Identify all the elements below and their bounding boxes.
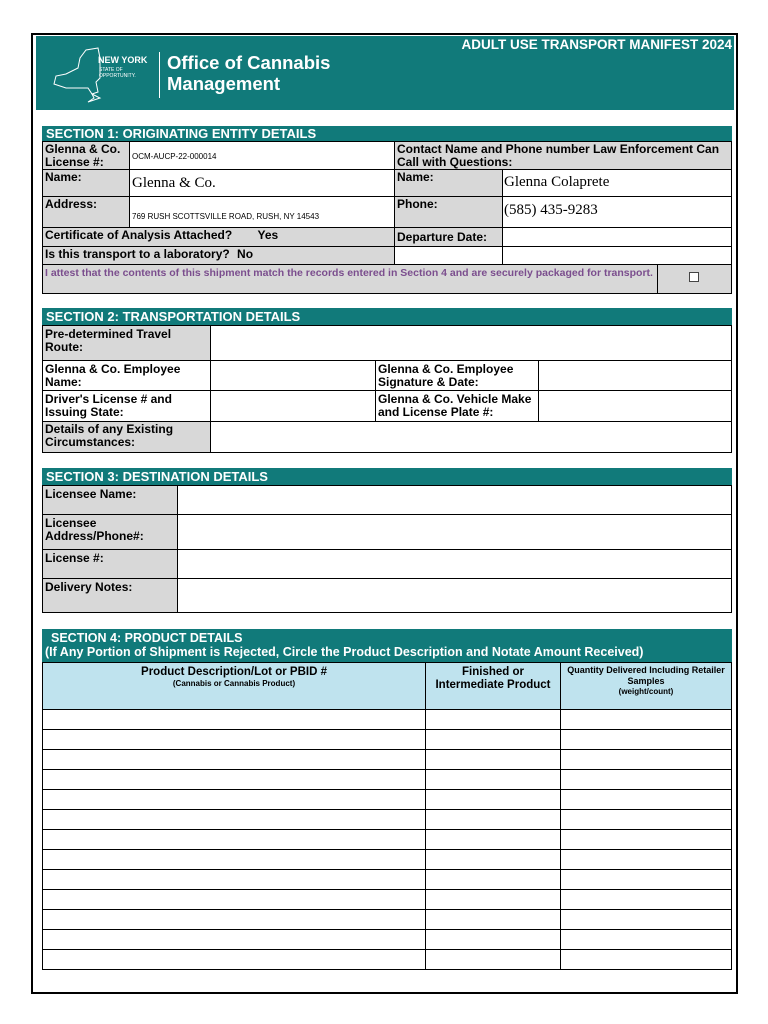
product-row-13-col-2[interactable] bbox=[425, 949, 561, 970]
office-name-line1: Office of Cannabis bbox=[167, 52, 331, 73]
lab-row-blank-2 bbox=[502, 246, 732, 265]
route-value[interactable] bbox=[210, 325, 732, 361]
product-row-8-col-2[interactable] bbox=[425, 849, 561, 870]
product-row-10-col-2[interactable] bbox=[425, 889, 561, 910]
attest-checkbox[interactable] bbox=[689, 272, 699, 282]
contact-label: Contact Name and Phone number Law Enforcement Can Call with Questions: bbox=[394, 141, 732, 170]
coa-value[interactable]: Yes bbox=[257, 228, 279, 242]
product-row-10-col-1[interactable] bbox=[42, 889, 426, 910]
col-finished-intermediate bbox=[425, 662, 561, 710]
col-quantity bbox=[560, 662, 732, 710]
product-row-6-col-2[interactable] bbox=[425, 809, 561, 830]
col-product-description bbox=[42, 662, 426, 710]
office-name-line2: Management bbox=[167, 73, 281, 94]
product-row-2-col-3[interactable] bbox=[560, 729, 732, 750]
product-row-11-col-3[interactable] bbox=[560, 909, 732, 930]
product-row-11-col-2[interactable] bbox=[425, 909, 561, 930]
license-label: Glenna & Co. License #: bbox=[42, 141, 130, 170]
employee-name-value[interactable] bbox=[210, 360, 376, 391]
product-row-10-col-3[interactable] bbox=[560, 889, 732, 910]
delivery-notes-value[interactable] bbox=[177, 578, 732, 613]
product-row-1-col-1[interactable] bbox=[42, 709, 426, 730]
vehicle-value[interactable] bbox=[538, 390, 732, 422]
product-row-5-col-3[interactable] bbox=[560, 789, 732, 810]
new-york-state-logo-icon bbox=[52, 44, 102, 104]
phone-value[interactable]: (585) 435-9283 bbox=[502, 196, 732, 228]
product-row-6-col-1[interactable] bbox=[42, 809, 426, 830]
product-row-12-col-1[interactable] bbox=[42, 929, 426, 950]
route-label: Pre-determined Travel Route: bbox=[42, 325, 211, 361]
product-row-2-col-2[interactable] bbox=[425, 729, 561, 750]
section4-title: SECTION 4: PRODUCT DETAILS bbox=[51, 631, 243, 645]
product-row-12-col-2[interactable] bbox=[425, 929, 561, 950]
address-label: Address: bbox=[42, 196, 130, 228]
dest-license-label: License #: bbox=[42, 549, 178, 579]
product-row-3-col-1[interactable] bbox=[42, 749, 426, 770]
product-row-5-col-1[interactable] bbox=[42, 789, 426, 810]
product-row-2-col-1[interactable] bbox=[42, 729, 426, 750]
product-row-1-col-2[interactable] bbox=[425, 709, 561, 730]
lab-row bbox=[42, 246, 395, 265]
product-row-3-col-3[interactable] bbox=[560, 749, 732, 770]
circumstances-label: Details of any Existing Circumstances: bbox=[42, 421, 211, 453]
attest-text: I attest that the contents of this shipment match the records entered in Section 4 and are securely packaged for transport. bbox=[45, 267, 653, 279]
product-row-9-col-3[interactable] bbox=[560, 869, 732, 890]
vehicle-label: Glenna & Co. Vehicle Make and License Plate #: bbox=[375, 390, 539, 422]
section3-title: SECTION 3: DESTINATION DETAILS bbox=[42, 468, 732, 485]
product-row-5-col-2[interactable] bbox=[425, 789, 561, 810]
driver-license-label: Driver's License # and Issuing State: bbox=[42, 390, 211, 422]
license-value[interactable]: OCM-AUCP-22-000014 bbox=[129, 141, 395, 170]
employee-name-label: Glenna & Co. Employee Name: bbox=[42, 360, 211, 391]
product-row-4-col-2[interactable] bbox=[425, 769, 561, 790]
product-row-4-col-3[interactable] bbox=[560, 769, 732, 790]
departure-value[interactable] bbox=[502, 227, 732, 247]
product-row-11-col-1[interactable] bbox=[42, 909, 426, 930]
employee-sig-value[interactable] bbox=[538, 360, 732, 391]
departure-label: Departure Date: bbox=[394, 227, 503, 247]
product-row-13-col-1[interactable] bbox=[42, 949, 426, 970]
address-value[interactable]: 769 RUSH SCOTTSVILLE ROAD, RUSH, NY 14543 bbox=[129, 196, 395, 228]
section2-title: SECTION 2: TRANSPORTATION DETAILS bbox=[42, 308, 732, 325]
form-title: ADULT USE TRANSPORT MANIFEST 2024 bbox=[461, 37, 732, 52]
product-row-12-col-3[interactable] bbox=[560, 929, 732, 950]
name-label: Name: bbox=[42, 169, 130, 197]
col-product-description-label: Product Description/Lot or PBID # bbox=[141, 666, 327, 678]
product-row-9-col-1[interactable] bbox=[42, 869, 426, 890]
attest-checkbox-cell bbox=[657, 264, 732, 294]
coa-label: Certificate of Analysis Attached? bbox=[45, 228, 233, 242]
licensee-address-label: Licensee Address/Phone#: bbox=[42, 514, 178, 550]
licensee-name-label: Licensee Name: bbox=[42, 485, 178, 515]
product-row-3-col-2[interactable] bbox=[425, 749, 561, 770]
circumstances-value[interactable] bbox=[210, 421, 732, 453]
ny-state-tagline: STATE OF OPPORTUNITY. bbox=[99, 67, 136, 79]
coa-row bbox=[42, 227, 395, 247]
contact-name-value[interactable]: Glenna Colaprete bbox=[502, 169, 732, 197]
driver-license-value[interactable] bbox=[210, 390, 376, 422]
lab-row-blank-1 bbox=[394, 246, 503, 265]
phone-label: Phone: bbox=[394, 196, 503, 228]
product-row-7-col-3[interactable] bbox=[560, 829, 732, 850]
col-product-description-sub: (Cannabis or Cannabis Product) bbox=[172, 679, 296, 688]
col-quantity-sub: (weight/count) bbox=[618, 687, 674, 696]
product-row-8-col-3[interactable] bbox=[560, 849, 732, 870]
section4-header bbox=[42, 629, 732, 663]
contact-name-label: Name: bbox=[394, 169, 503, 197]
product-row-4-col-1[interactable] bbox=[42, 769, 426, 790]
logo-divider bbox=[159, 52, 160, 98]
ny-state-wordmark: NEW YORK bbox=[98, 55, 148, 65]
product-row-1-col-3[interactable] bbox=[560, 709, 732, 730]
lab-value[interactable]: No bbox=[237, 247, 254, 261]
product-row-9-col-2[interactable] bbox=[425, 869, 561, 890]
delivery-notes-label: Delivery Notes: bbox=[42, 578, 178, 613]
section1-title: SECTION 1: ORIGINATING ENTITY DETAILS bbox=[42, 126, 732, 141]
product-row-13-col-3[interactable] bbox=[560, 949, 732, 970]
col-quantity-label: Quantity Delivered Including Retailer Samples bbox=[567, 665, 725, 686]
product-row-7-col-2[interactable] bbox=[425, 829, 561, 850]
dest-license-value[interactable] bbox=[177, 549, 732, 579]
lab-label: Is this transport to a laboratory? bbox=[45, 247, 230, 261]
product-row-8-col-1[interactable] bbox=[42, 849, 426, 870]
product-row-6-col-3[interactable] bbox=[560, 809, 732, 830]
licensee-name-value[interactable] bbox=[177, 485, 732, 515]
licensee-address-value[interactable] bbox=[177, 514, 732, 550]
col-finished-intermediate-label: Finished or Intermediate Product bbox=[435, 666, 551, 691]
office-name bbox=[167, 52, 330, 94]
employee-sig-label: Glenna & Co. Employee Signature & Date: bbox=[375, 360, 539, 391]
product-row-7-col-1[interactable] bbox=[42, 829, 426, 850]
section4-subtitle: (If Any Portion of Shipment is Rejected, Circle the Product Description and Notate Amount Received) bbox=[45, 645, 644, 659]
name-value[interactable]: Glenna & Co. bbox=[129, 169, 395, 197]
attest-row bbox=[42, 264, 658, 294]
